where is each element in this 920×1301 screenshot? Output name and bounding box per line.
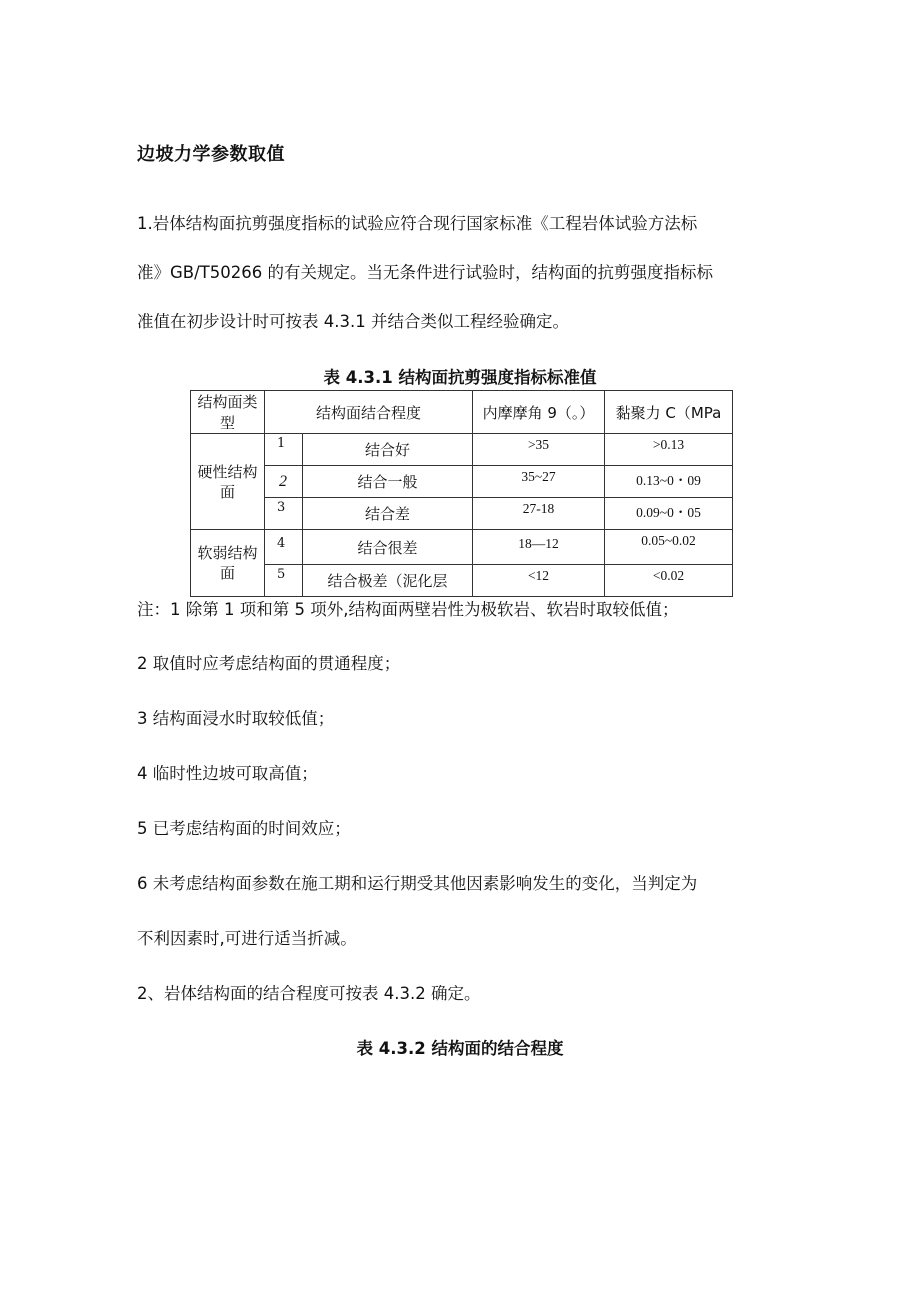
- row-angle: 35~27: [473, 466, 605, 498]
- row-degree: 结合极差（泥化层: [303, 565, 473, 597]
- header-degree: 结构面结合程度: [265, 391, 473, 434]
- paragraph-1-line-3: 准值在初步设计时可按表 4.3.1 并结合类似工程经验确定。: [137, 312, 569, 331]
- row-angle: >35: [473, 434, 605, 466]
- table-row: [191, 466, 733, 498]
- table-1-caption: 表 4.3.1 结构面抗剪强度指标标准值: [323, 368, 597, 387]
- row-degree: 结合差: [303, 498, 473, 530]
- row-number: 5: [265, 565, 303, 597]
- row-cohesion: <0.02: [605, 565, 733, 597]
- row-degree: 结合很差: [303, 530, 473, 565]
- paragraph-1-line-2: 准》GB/T50266 的有关规定。当无条件进行试验时，结构面的抗剪强度指标标: [137, 263, 713, 282]
- group-hard-type-line2: 面: [219, 482, 235, 501]
- row-degree: 结合一般: [303, 466, 473, 498]
- header-cohesion: 黏聚力 C（MPa: [605, 391, 733, 434]
- table-row: [191, 434, 733, 466]
- group-hard-type-line1: 硬性结构: [197, 462, 258, 481]
- row-degree: 结合好: [303, 434, 473, 466]
- note-1: 注：1 除第 1 项和第 5 项外,结构面两壁岩性为极软岩、软岩时取较低值；: [137, 600, 679, 619]
- table-row: [191, 498, 733, 530]
- row-number: 3: [265, 498, 303, 530]
- note-6-line-2: 不利因素时,可进行适当折减。: [137, 929, 357, 948]
- note-4: 4 临时性边坡可取高值；: [137, 764, 318, 783]
- row-angle: 27-18: [473, 498, 605, 530]
- header-angle: 内摩摩角 9（。）: [473, 391, 605, 434]
- note-3: 3 结构面浸水时取较低值；: [137, 709, 335, 728]
- table-row: [191, 530, 733, 565]
- row-cohesion: 0.09~0・05: [605, 498, 733, 530]
- section-title: 边坡力学参数取值: [137, 144, 285, 165]
- shear-strength-table: [190, 390, 733, 597]
- group-soft-type-line1: 软弱结构: [197, 544, 258, 562]
- row-cohesion: 0.13~0・09: [605, 466, 733, 498]
- group-soft-type: [191, 530, 265, 597]
- header-type: 结构面类型: [191, 391, 265, 434]
- row-number: 2: [265, 466, 303, 498]
- group-hard-type: [191, 434, 265, 530]
- row-cohesion: 0.05~0.02: [605, 530, 733, 565]
- note-6-line-1: 6 未考虑结构面参数在施工期和运行期受其他因素影响发生的变化，当判定为: [137, 874, 698, 893]
- note-2: 2 取值时应考虑结构面的贯通程度；: [137, 654, 401, 673]
- table-2-caption: 表 4.3.2 结构面的结合程度: [356, 1039, 564, 1058]
- paragraph-1-line-1: 1.岩体结构面抗剪强度指标的试验应符合现行国家标准《工程岩体试验方法标: [137, 214, 698, 233]
- row-number: 4: [265, 530, 303, 565]
- row-angle: 18—12: [473, 530, 605, 565]
- group-soft-type-line2: 面: [219, 564, 235, 582]
- row-angle: <12: [473, 565, 605, 597]
- row-cohesion: >0.13: [605, 434, 733, 466]
- table-row: [191, 565, 733, 597]
- row-number: 1: [265, 434, 303, 466]
- note-5: 5 已考虑结构面的时间效应；: [137, 819, 351, 838]
- table-header-row: [191, 391, 733, 434]
- paragraph-2: 2、岩体结构面的结合程度可按表 4.3.2 确定。: [137, 984, 481, 1003]
